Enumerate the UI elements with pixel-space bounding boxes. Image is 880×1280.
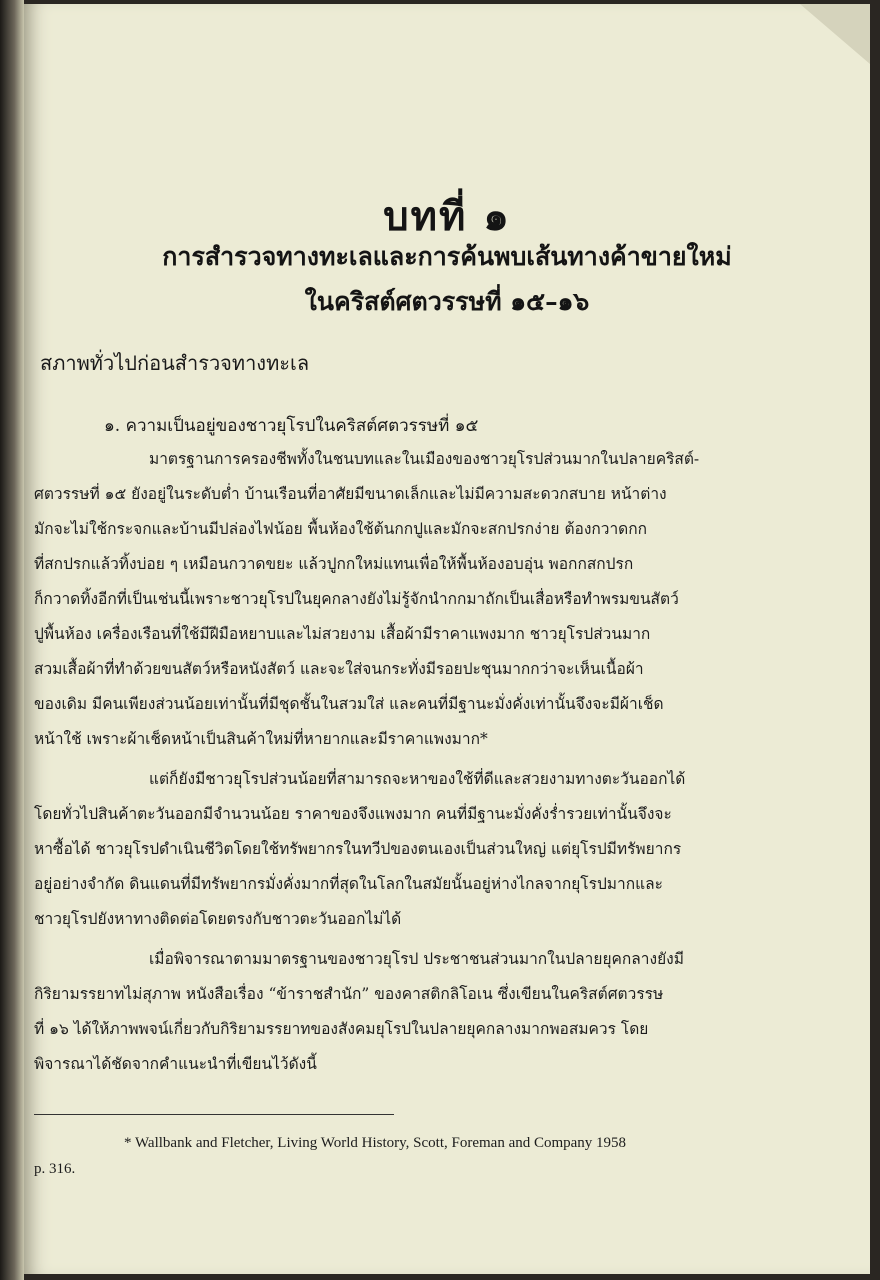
paragraph-line: พิจารณาได้ชัดจากคำแนะนำที่เขียนไว้ดังนี้ [34,1055,317,1073]
subsection-heading: ๑. ความเป็นอยู่ของชาวยุโรปในคริสต์ศตวรรษที่ ๑๕ [104,416,479,436]
paragraph-line: ก็กวาดทิ้งอีกที่เป็นเช่นนี้เพราะชาวยุโรปในยุคกลางยังไม่รู้จักนำกกมาถักเป็นเสื่อหรือทำพรมขนสัตว์ [34,590,679,608]
paragraph-line: มาตรฐานการครองชีพทั้งในชนบทและในเมืองของชาวยุโรปส่วนมากในปลายคริสต์- [149,450,700,468]
paragraph-2 [34,762,809,937]
chapter-title-line-1: การสำรวจทางทะเลและการค้นพบเส้นทางค้าขายใหม่ [162,242,732,271]
paragraph-line: ที่ ๑๖ ได้ให้ภาพพจน์เกี่ยวกับกิริยามรรยาทของสังคมยุโรปในปลายยุคกลางมากพอสมควร โดย [34,1020,649,1038]
folded-corner [800,4,870,64]
book-spine [0,0,24,1280]
paragraph-3 [34,942,809,1082]
paragraph-line: กิริยามรรยาทไม่สุภาพ หนังสือเรื่อง “ข้าราชสำนัก” ของคาสติกลิโอเน ซึ่งเขียนในคริสต์ศตวรรษ [34,985,664,1003]
paragraph-line: มักจะไม่ใช้กระจกและบ้านมีปล่องไฟน้อย พื้นห้องใช้ต้นกกปูและมักจะสกปรกง่าย ต้องกวาดกก [34,520,648,538]
footnote-line: * Wallbank and Fletcher, Living World History, Scott, Foreman and Company 1958 [124,1135,627,1151]
paragraph-line: อยู่อย่างจำกัด ดินแดนที่มีทรัพยากรมั่งคั่งมากที่สุดในโลกในสมัยนั้นอยู่ห่างไกลจากยุโรปมากและ [34,875,663,893]
document-page [24,4,870,1274]
footnote [34,1130,804,1182]
chapter-title-line-2: ในคริสต์ศตวรรษที่ ๑๕–๑๖ [304,287,590,316]
paragraph-line: เมื่อพิจารณาตามมาตรฐานของชาวยุโรป ประชาชนส่วนมากในปลายยุคกลางยังมี [149,950,684,968]
paragraph-line: ปูพื้นห้อง เครื่องเรือนที่ใช้มีฝีมือหยาบและไม่สวยงาม เสื้อผ้ามีราคาแพงมาก ชาวยุโรปส่วนมาก [34,625,651,643]
section-heading: สภาพทั่วไปก่อนสำรวจทางทะเล [40,351,310,375]
paragraph-line: ชาวยุโรปยังหาทางติดต่อโดยตรงกับชาวตะวันออกไม่ได้ [34,910,402,928]
paragraph-line: หน้าใช้ เพราะผ้าเช็ดหน้าเป็นสินค้าใหม่ที่หายากและมีราคาแพงมาก* [34,730,488,748]
chapter-heading: บทที่ ๑ [383,193,511,240]
paragraph-1 [34,442,809,757]
paragraph-line: ที่สกปรกแล้วทิ้งบ่อย ๆ เหมือนกวาดขยะ แล้วปูกกใหม่แทนเพื่อให้พื้นห้องอบอุ่น พอกกสกปรก [34,555,634,573]
footnote-line: p. 316. [34,1161,76,1177]
paragraph-line: หาซื้อได้ ชาวยุโรปดำเนินชีวิตโดยใช้ทรัพยากรในทวีปของตนเองเป็นส่วนใหญ่ แต่ยุโรปมีทรัพยากร [34,840,682,858]
paragraph-line: ศตวรรษที่ ๑๕ ยังอยู่ในระดับต่ำ บ้านเรือนที่อาศัยมีขนาดเล็กและไม่มีความสะดวกสบาย หน้าต่าง [34,485,667,503]
paragraph-line: สวมเสื้อผ้าที่ทำด้วยขนสัตว์หรือหนังสัตว์ และจะใส่จนกระทั่งมีรอยปะชุนมากกว่าจะเห็นเนื้อผ้า [34,660,644,678]
paragraph-line: โดยทั่วไปสินค้าตะวันออกมีจำนวนน้อย ราคาของจึงแพงมาก คนที่มีฐานะมั่งคั่งร่ำรวยเท่านั้นจึงจะ [34,805,672,823]
paragraph-line: แต่ก็ยังมีชาวยุโรปส่วนน้อยที่สามารถจะหาของใช้ที่ดีและสวยงามทางตะวันออกได้ [149,770,686,788]
paragraph-line: ของเดิม มีคนเพียงส่วนน้อยเท่านั้นที่มีชุดชั้นในสวมใส่ และคนที่มีฐานะมั่งคั่งเท่านั้นจึงจะมีผ้าเช็ด [34,695,664,713]
footnote-divider [34,1114,394,1115]
